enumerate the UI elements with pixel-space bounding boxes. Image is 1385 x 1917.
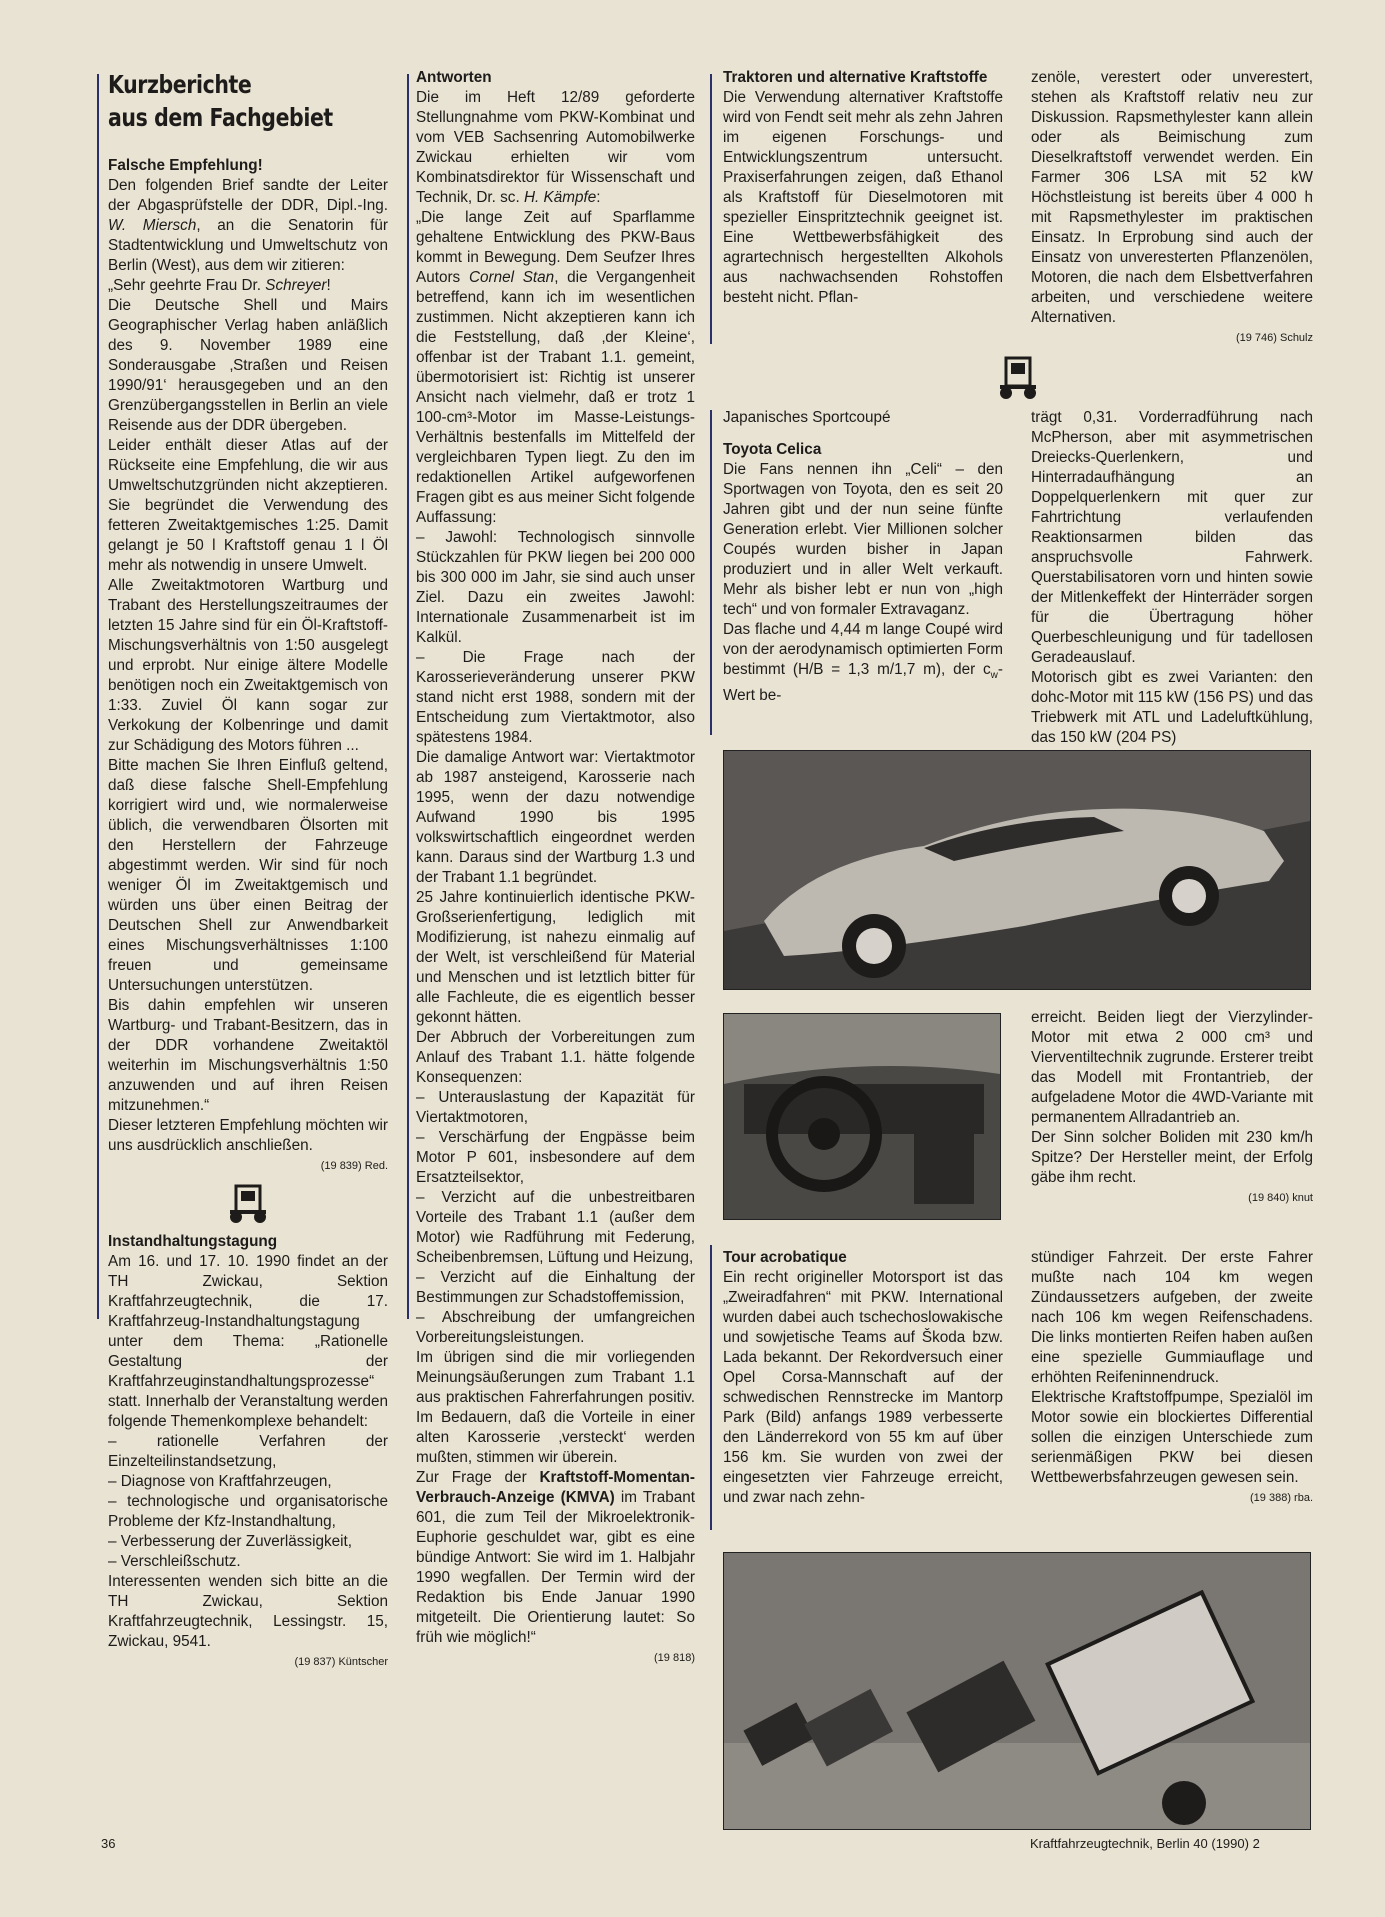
journal-footer: Kraftfahrzeugtechnik, Berlin 40 (1990) 2: [1030, 1836, 1260, 1851]
antworten-paragraph: Die damalige Antwort war: Viertaktmotor ab 1987 ansteigend, Karosserie nach 1995, wenn der dazu notwendige Aufwand 1990 bis 1995 volkswirtschaftlich eingeordnet werden kann. Daraus sind der Wartburg 1.3 und der Trabant 1.1 begründet.: [416, 749, 695, 886]
celica-paragraph: Der Sinn solcher Boliden mit 230 km/h Spitze? Der Hersteller meint, der Erfolg gäbe ihm recht.: [1031, 1129, 1313, 1186]
celica-interior-photo: [723, 1013, 1001, 1220]
falsche-salute: „Sehr geehrte Frau Dr. Schreyer!: [108, 277, 331, 294]
tagung-item: – Verschleißschutz.: [108, 1553, 241, 1570]
tagung-item: – rationelle Verfahren der Einzelteilinstandsetzung,: [108, 1433, 388, 1470]
celica-exterior-photo: [723, 750, 1311, 990]
traktoren-ref: (19 746) Schulz: [1235, 332, 1313, 344]
antworten-heading: Antworten: [416, 69, 492, 86]
column-2: [416, 68, 695, 1668]
celica-paragraph: Motorisch gibt es zwei Varianten: den dohc-Motor mit 115 kW (156 PS) und das Triebwerk mit ATL und Ladeluftkühlung, das 150 kW (204 PS): [1031, 669, 1313, 746]
tour-column-left: [723, 1248, 1003, 1508]
falsche-ref: (19 839) Red.: [320, 1160, 388, 1172]
antworten-paragraph: – Verzicht auf die unbestreitbaren Vorteile des Trabant 1.1 (außer dem Motor) wie Radführung mit Federung, Scheibenbremsen, Lüftung und Heizung,: [416, 1189, 695, 1266]
tour-ref: (19 388) rba.: [1250, 1492, 1313, 1504]
vintage-car-icon: [996, 354, 1040, 407]
two-wheel-cars-photo: [723, 1552, 1311, 1830]
page-number: 36: [101, 1836, 116, 1851]
column-rule: [710, 1245, 712, 1530]
falsche-heading: Falsche Empfehlung!: [108, 157, 263, 174]
tagung-paragraph: Interessenten wenden sich bitte an die TH Zwickau, Sektion Kraftfahrzeugtechnik, Lessingstr. 15, Zwickau, 9541.: [108, 1573, 388, 1650]
tagung-item: – technologische und organisatorische Probleme der Kfz-Instandhaltung,: [108, 1493, 388, 1530]
antworten-ref: (19 818): [654, 1652, 695, 1664]
column-rule: [710, 74, 712, 344]
tagung-ref: (19 837) Küntscher: [294, 1656, 388, 1668]
falsche-paragraph: Bitte machen Sie Ihren Einfluß geltend, daß diese falsche Shell-Empfehlung korrigiert wird und, wie normalerweise üblich, die verwendbaren Ölsorten mit den Herstellern der Fahrzeuge abgestimmt werden. Wir sind für noch weniger Öl im Zweitaktgemisch und würden uns über einen Beitrag der Deutschen Shell zur Anwendbarkeit eines Mischungsverhältnisses 1:100 freuen und gemeinsame Untersuchungen unterstützen.: [108, 757, 388, 994]
antworten-paragraph: – Die Frage nach der Karosserieveränderung unserer PKW stand nicht erst 1988, sondern mit der Entscheidung zum Viertaktmotor, also spätestens 1984.: [416, 649, 695, 746]
header-title-line1: Kurzberichte: [108, 70, 252, 99]
antworten-paragraph: 25 Jahre kontinuierlich identische PKW-Großserienfertigung, lediglich mit Modifizierung, ist nahezu einmalig auf der Welt, ist verschleißend für Material und Menschen und ist letztlich bitter für alle Fachleute, die es eigentlich besser gekonnt hätten.: [416, 889, 695, 1026]
antworten-paragraph: – Verzicht auf die Einhaltung der Bestimmungen zur Schadstoffemission,: [416, 1269, 695, 1306]
antworten-paragraph: – Verschärfung der Engpässe beim Motor P 601, insbesondere auf dem Ersatzteilsektor,: [416, 1129, 695, 1186]
antworten-paragraph: – Abschreibung der umfangreichen Vorbereitungsleistungen.: [416, 1309, 695, 1346]
column-rule: [710, 410, 712, 735]
celica-column-continued: [1031, 1008, 1313, 1208]
celica-paragraph: trägt 0,31. Vorderradführung nach McPherson, aber mit asymmetrischen Dreiecks-Querlenkern, und Hinterradaufhängung an Doppelquerlenkern mit quer zur Fahrtrichtung verlaufenden Reaktionsarmen bilden das anspruchsvolle Fahrwerk. Querstabilisatoren vorn und hinten sowie der Mitlenkeffekt der Hinterräder sorgen für die Übertragung höher Querbeschleunigung und für tadellosen Geradeauslauf.: [1031, 409, 1313, 666]
tagung-heading: Instandhaltungstagung: [108, 1233, 278, 1250]
tagung-item: – Diagnose von Kraftfahrzeugen,: [108, 1473, 332, 1490]
celica-heading: Toyota Celica: [723, 441, 822, 458]
celica-column-left: [723, 408, 1003, 706]
tagung-paragraph: Am 16. und 17. 10. 1990 findet an der TH Zwickau, Sektion Kraftfahrzeugtechnik, die 17. Kraftfahrzeug-Instandhaltungstagung unter dem Thema: „Rationelle Gestaltung der Kraftfahrzeuginstandhaltungsprozesse“ statt. Innerhalb der Veranstaltung werden folgende Themenkomplexe behandelt:: [108, 1253, 388, 1430]
celica-kicker: Japanisches Sportcoupé: [723, 409, 891, 426]
falsche-paragraph: Leider enthält dieser Atlas auf der Rückseite eine Empfehlung, die wir aus Umweltschutzgründen nicht akzeptieren. Sie begründet die Verwendung des fetteren Zweitaktgemisches 1:25. Damit gelangt je 50 l Kraftstoff genau 1 l Öl mehr als notwendig in unsere Umwelt.: [108, 437, 388, 574]
tagung-item: – Verbesserung der Zuverlässigkeit,: [108, 1533, 353, 1550]
vintage-car-icon: [108, 1182, 388, 1226]
falsche-paragraph: Alle Zweitaktmotoren Wartburg und Trabant des Herstellungszeitraumes der letzten 15 Jahre sind für ein Öl-Kraftstoff-Mischungsverhältnis von 1:50 ausgelegt und erprobt. Nur einige ältere Modelle benötigen noch ein Zweitaktgemisch von 1:33. Zuviel Öl kann sogar zur Verkokung der Kolbenringe und damit zur Schädigung des Motors führen ...: [108, 577, 388, 754]
traktoren-paragraph: zenöle, verestert oder unverestert, stehen als Kraftstoff relativ neu zur Diskussion. Rapsmethylester kann allein oder als Beimischung zum Dieselkraftstoff verwendet werden. Ein Farmer 306 LSA mit 52 kW Höchstleistung ist bereits über 4 000 h mit Rapsmethylester im praktischen Einsatz. In Erprobung sind auch der Einsatz von unveresterten Pflanzenölen, Motoren, die nach dem Elsbettverfahren arbeiten, und verschiedene weitere Alternativen.: [1031, 69, 1313, 326]
antworten-paragraph: – Jawohl: Technologisch sinnvolle Stückzahlen für PKW liegen bei 200 000 bis 300 000 im Jahr, sie sind auch unser Ziel. Dazu ein zweites Jawohl: Internationale Zusammenarbeit ist im Kalkül.: [416, 529, 695, 646]
falsche-intro: Den folgenden Brief sandte der Leiter der Abgasprüfstelle der DDR, Dipl.-Ing. W. Miersch, an die Senatorin für Stadtentwicklung und Umweltschutz von Berlin (West), aus dem wir zitieren:: [108, 177, 389, 274]
traktoren-column-left: [723, 68, 1003, 308]
celica-paragraph: Die Fans nennen ihn „Celi“ – den Sportwagen von Toyota, den es seit 20 Jahren gibt und der nun seine fünfte Generation erlebt. Vier Millionen solcher Coupés wurden bisher in Japan produziert und in aller Welt verkauft. Mehr als bisher lebt er nun von „high tech“ und von formaler Extravaganz.: [723, 461, 1003, 618]
falsche-paragraph: Bis dahin empfehlen wir unseren Wartburg- und Trabant-Besitzern, das in der DDR vorhandene Zweitaktöl weiterhin im Mischungsverhältnis 1:50 anzuwenden und auf ihren Reisen mitzunehmen.“: [108, 997, 388, 1114]
falsche-paragraph: Dieser letzteren Empfehlung möchten wir uns ausdrücklich anschließen.: [108, 1117, 388, 1154]
tour-paragraph: Elektrische Kraftstoffpumpe, Spezialöl im Motor sowie ein blockiertes Differential sollen die einzigen Unterschiede zum serienmäßigen PKW bei diesen Wettbewerbsfahrzeugen gewesen sein.: [1031, 1389, 1313, 1486]
column-rule: [97, 74, 99, 1319]
tour-paragraph: Ein recht origineller Motorsport ist das „Zweiradfahren“ mit PKW. International wurden dabei auch tschechoslowakische und sowjetische Teams auf Škoda bzw. Lada bekannt. Der Rekordversuch einer Opel Corsa-Mannschaft auf der schwedischen Rennstrecke im Mantorp Park (Bild) anfangs 1989 verbesserte den Länderrekord von 55 km auf über 156 km. Sie wurden von zwei der eingesetzten vier Fahrzeuge erreicht, und zwar nach zehn-: [723, 1269, 1003, 1506]
column-1: [108, 68, 388, 1672]
tour-paragraph: stündiger Fahrzeit. Der erste Fahrer mußte nach 104 km wegen Zündaussetzers aufgeben, der zweite nach 106 km wegen Reifenschadens. Die links montierten Reifen haben außen eine spezielle Gummiauflage und erhöhten Reifeninnendruck.: [1031, 1249, 1313, 1386]
traktoren-paragraph: Die Verwendung alternativer Kraftstoffe wird von Fendt seit mehr als zehn Jahren im eigenen Forschungs- und Entwicklungszentrum untersucht. Praxiserfahrungen zeigen, daß Ethanol als Kraftstoff für Dieselmotoren mit spezieller Einspritztechnik geeignet ist. Eine Wettbewerbsfähigkeit des agrartechnisch hergestellten Alkohols aus nachwachsenden Rohstoffen besteht nicht. Pflan-: [723, 89, 1003, 306]
falsche-paragraph: Die Deutsche Shell und Mairs Geographischer Verlag haben anläßlich des 9. November 1989 eine Sonderausgabe ‚Straßen und Reisen 1990/91‘ herausgegeben und an den Grenzübergangsstellen in Berlin an viele Reisende aus der DDR übergeben.: [108, 297, 388, 434]
section-header: [108, 68, 388, 146]
antworten-paragraph: – Unterauslastung der Kapazität für Viertaktmotoren,: [416, 1089, 695, 1126]
antworten-paragraph: Der Abbruch der Vorbereitungen zum Anlauf des Trabant 1.1. hätte folgende Konsequenzen:: [416, 1029, 695, 1086]
antworten-paragraph: Zur Frage der Kraftstoff-Momentan-Verbrauch-Anzeige (KMVA) im Trabant 601, die zum Teil der Mikroelektronik-Euphorie geschuldet war, gibt es eine bündige Antwort: Sie wird im 1. Halbjahr 1990 wegfallen. Der Termin wird der Redaktion bis Ende Januar 1990 mitgeteilt. Die Orientierung lautet: So früh wie möglich!“: [416, 1469, 695, 1646]
celica-ref: (19 840) knut: [1248, 1192, 1313, 1204]
antworten-paragraph: Im übrigen sind die mir vorliegenden Meinungsäußerungen zum Trabant 1.1 aus praktischen Fahrerfahrungen positiv. Im Bedauern, daß die Vorteile in einer alten Karosserie ‚versteckt‘ werden mußten, stimmen wir überein.: [416, 1349, 695, 1466]
celica-paragraph: Das flache und 4,44 m lange Coupé wird von der aerodynamisch optimierten Form bestimmt (H/B = 1,3 m/1,7 m), der $c_w$-Wert be-: [723, 621, 1003, 705]
traktoren-column-right: [1031, 68, 1313, 348]
tour-heading: Tour acrobatique: [723, 1249, 847, 1266]
traktoren-heading: Traktoren und alternative Kraftstoffe: [723, 69, 988, 86]
tour-column-right: [1031, 1248, 1313, 1508]
celica-paragraph: erreicht. Beiden liegt der Vierzylinder-Motor mit etwa 2 000 cm³ und Vierventiltechnik zugrunde. Ersterer treibt das Modell mit Frontantrieb, der aufgeladene Motor die 4WD-Variante mit permanentem Allradantrieb an.: [1031, 1009, 1313, 1126]
column-rule: [407, 74, 409, 1319]
antworten-paragraph: „Die lange Zeit auf Sparflamme gehaltene Entwicklung des PKW-Baus kommt in Bewegung. Dem Seufzer Ihres Autors Cornel Stan, die Vergangenheit betreffend, kann ich im wesentlichen zustimmen. Nicht akzeptieren kann ich die Feststellung, daß ‚der Kleine‘, offenbar ist der Trabant 1.1. gemeint, übermotorisiert ist: Richtig ist unserer Ansicht nach vielmehr, daß er trotz 1 100-cm³-Motor im Masse-Leistungs-Verhältnis bestenfalls im Mittelfeld der vergleichbaren Typen liegt. Zu den im redaktionellen Artikel aufgeworfenen Fragen gibt es aus meiner Sicht folgende Auffassung:: [416, 209, 695, 526]
header-title-line2: aus dem Fachgebiet: [108, 103, 333, 132]
celica-column-right: [1031, 408, 1313, 748]
antworten-paragraph: Die im Heft 12/89 geforderte Stellungnahme vom PKW-Kombinat und vom VEB Sachsenring Automobilwerke Zwickau erhielten wir vom Kombinatsdirektor für Wissenschaft und Technik, Dr. sc. H. Kämpfe:: [416, 89, 695, 206]
